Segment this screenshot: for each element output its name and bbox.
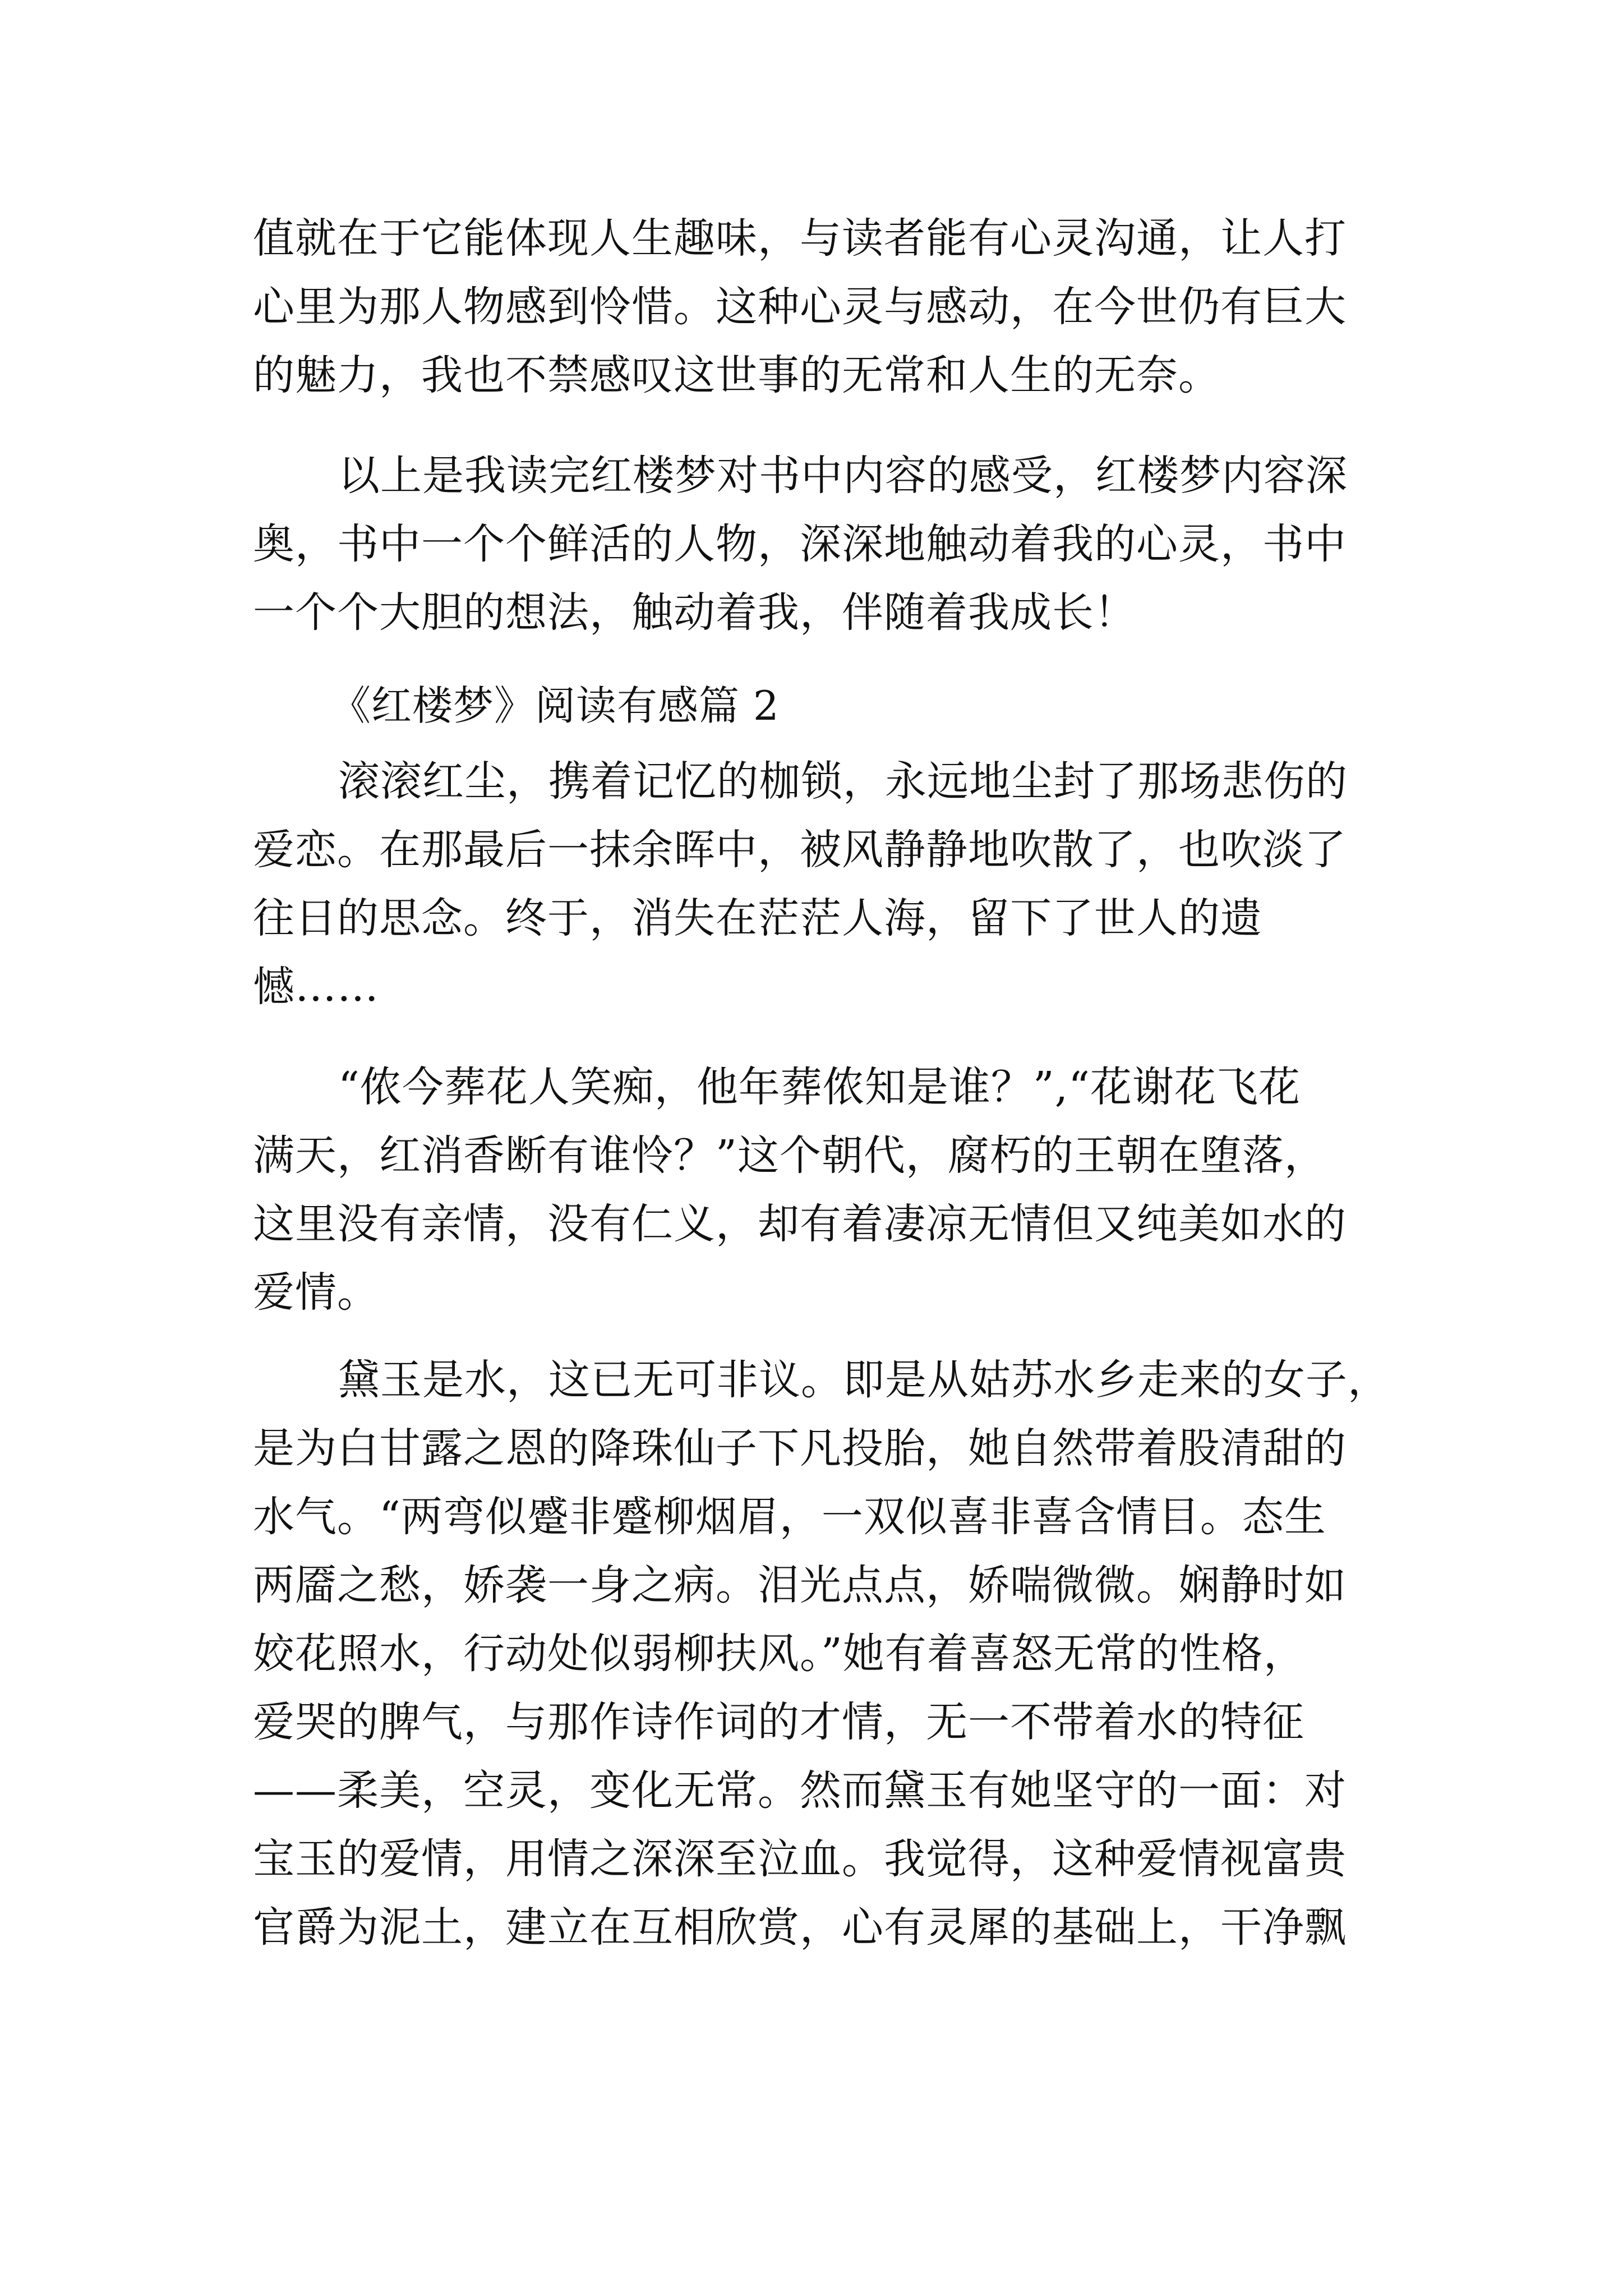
paragraph-5-line-1: 黛玉是水，这已无可非议。即是从姑苏水乡走来的女子， xyxy=(338,1356,1390,1404)
paragraph-4-line-3: 这里没有亲情，没有仁义，却有着凄凉无情但又纯美如水的 xyxy=(253,1200,1347,1248)
paragraph-1-line-2: 心里为那人物感到怜惜。这种心灵与感动，在今世仍有巨大 xyxy=(253,283,1347,331)
paragraph-2-line-2: 奥，书中一个个鲜活的人物，深深地触动着我的心灵，书中 xyxy=(253,520,1347,568)
paragraph-2-line-1: 以上是我读完红楼梦对书中内容的感受，红楼梦内容深 xyxy=(338,452,1348,500)
paragraph-4-line-1: “侬今葬花人笑痴，他年葬侬知是谁？”,“花谢花飞花 xyxy=(338,1063,1301,1111)
paragraph-1-line-3: 的魅力，我也不禁感叹这世事的无常和人生的无奈。 xyxy=(253,351,1220,399)
paragraph-4-line-2: 满天，红消香断有谁怜？”这个朝代，腐朽的王朝在堕落， xyxy=(253,1131,1326,1180)
paragraph-2-line-3: 一个个大胆的想法，触动着我，伴随着我成长！ xyxy=(253,588,1136,637)
paragraph-3-line-3: 往日的思念。终于，消失在茫茫人海，留下了世人的遗 xyxy=(253,894,1262,942)
paragraph-3-line-2: 爱恋。在那最后一抹余晖中，被风静静地吹散了，也吹淡了 xyxy=(253,826,1347,874)
paragraph-3-line-1: 滚滚红尘，携着记忆的枷锁，永远地尘封了那场悲伤的 xyxy=(338,757,1348,806)
paragraph-5-line-9: 官爵为泥土，建立在互相欣赏，心有灵犀的基础上，干净飘 xyxy=(253,1903,1347,1952)
paragraph-1-line-1: 值就在于它能体现人生趣味，与读者能有心灵沟通，让人打 xyxy=(253,214,1347,263)
paragraph-4-line-4: 爱情。 xyxy=(253,1268,379,1317)
paragraph-5-line-7: ——柔美，空灵，变化无常。然而黛玉有她坚守的一面：对 xyxy=(253,1766,1347,1815)
paragraph-3-line-4: 憾…… xyxy=(253,963,379,1011)
paragraph-5-line-8: 宝玉的爱情，用情之深深至泣血。我觉得，这种爱情视富贵 xyxy=(253,1835,1347,1883)
section-heading: 《红楼梦》阅读有感篇 2 xyxy=(330,682,780,729)
paragraph-5-line-5: 姣花照水，行动处似弱柳扶风。”她有着喜怒无常的性格， xyxy=(253,1630,1306,1678)
paragraph-5-line-3: 水气。“两弯似蹙非蹙柳烟眉，一双似喜非喜含情目。态生 xyxy=(253,1493,1326,1541)
paragraph-5-line-6: 爱哭的脾气，与那作诗作词的才情，无一不带着水的特征 xyxy=(253,1698,1304,1746)
paragraph-5-line-4: 两靥之愁，娇袭一身之病。泪光点点，娇喘微微。娴静时如 xyxy=(253,1561,1347,1609)
paragraph-5-line-2: 是为白甘露之恩的降珠仙子下凡投胎，她自然带着股清甜的 xyxy=(253,1424,1347,1473)
